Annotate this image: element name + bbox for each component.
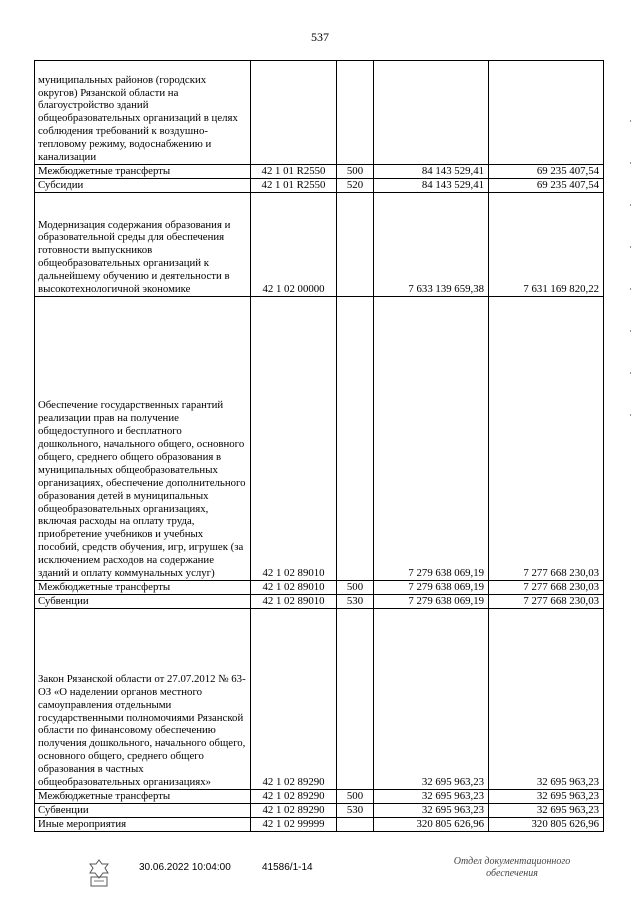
row-amount-1: [374, 61, 489, 165]
row-code: 42 1 01 R2550: [251, 179, 337, 193]
row-code: 42 1 01 R2550: [251, 165, 337, 179]
row-name: Обеспечение государственных гарантий реализации прав на получение общедоступного и бесплатного дошкольного, начального общего, основного общего, среднего общего образования в муниципальных общеобразовательных организациях, обеспечение дополнительного образования детей в муниципальных общеобразовательных организациях, включая расходы на оплату труда, приобретение учебников и учебных пособий, средств обучения, игр, игрушек (за исключением расходов на содержание зданий и оплату коммунальных услуг): [35, 297, 251, 581]
row-amount-1: 7 279 638 069,19: [374, 581, 489, 595]
footer-doc-number: 41586/1-14: [262, 862, 313, 873]
row-name: Модернизация содержания образования и образовательной среды для обеспечения готовности выпускников общеобразовательных организаций к дальнейшему обучению и деятельности в высокотехнологичной экономике: [35, 193, 251, 297]
row-amount-2: 7 277 668 230,03: [489, 297, 604, 581]
row-type: [337, 297, 374, 581]
footer-datetime: 30.06.2022 10:04:00: [139, 862, 231, 873]
table-row: [35, 609, 604, 790]
row-type: [337, 193, 374, 297]
row-name: Субсидии: [35, 179, 251, 193]
row-amount-1: 7 279 638 069,19: [374, 297, 489, 581]
table-row: [35, 581, 604, 595]
stamp-line-2: обеспечения: [486, 868, 538, 879]
row-type: 530: [337, 595, 374, 609]
row-amount-1: 320 805 626,96: [374, 818, 489, 832]
row-type: 500: [337, 165, 374, 179]
row-amount-2: 32 695 963,23: [489, 609, 604, 790]
row-code: 42 1 02 89290: [251, 609, 337, 790]
row-amount-1: 84 143 529,41: [374, 179, 489, 193]
row-amount-1: 7 633 139 659,38: [374, 193, 489, 297]
scan-edge-marks: [630, 120, 634, 456]
row-amount-2: [489, 61, 604, 165]
row-name: муниципальных районов (городских округов) Рязанской области на благоустройство зданий общеобразовательных организаций в целях соблюдения требований к воздушно-тепловому режиму, водоснабжению и канализации: [35, 61, 251, 165]
row-type: [337, 61, 374, 165]
row-code: 42 1 02 99999: [251, 818, 337, 832]
row-name: Закон Рязанской области от 27.07.2012 № 63-ОЗ «О наделении органов местного самоуправления отдельными государственными полномочиями Рязанской области по финансовому обеспечению получения дошкольного, начального общего, основного общего, среднего общего образования в частных общеобразовательных организациях»: [35, 609, 251, 790]
row-type: 500: [337, 581, 374, 595]
row-amount-2: 32 695 963,23: [489, 804, 604, 818]
row-amount-2: 69 235 407,54: [489, 165, 604, 179]
row-amount-2: 7 277 668 230,03: [489, 581, 604, 595]
table-row: [35, 818, 604, 832]
row-type: 530: [337, 804, 374, 818]
stamp-line-1: Отдел документационного: [453, 856, 571, 867]
page-footer: [0, 856, 640, 896]
coat-of-arms-icon: [86, 858, 112, 888]
row-name: Иные мероприятия: [35, 818, 251, 832]
row-amount-1: 32 695 963,23: [374, 609, 489, 790]
row-code: 42 1 02 89290: [251, 790, 337, 804]
row-name: Субвенции: [35, 804, 251, 818]
row-type: [337, 818, 374, 832]
table-row: [35, 595, 604, 609]
table-row: [35, 193, 604, 297]
table-row: [35, 790, 604, 804]
table-row: [35, 297, 604, 581]
row-amount-2: 320 805 626,96: [489, 818, 604, 832]
row-amount-2: 69 235 407,54: [489, 179, 604, 193]
budget-table: [34, 60, 604, 832]
row-code: 42 1 02 89010: [251, 297, 337, 581]
row-amount-2: 7 277 668 230,03: [489, 595, 604, 609]
table-row: [35, 61, 604, 165]
row-amount-1: 84 143 529,41: [374, 165, 489, 179]
row-type: 500: [337, 790, 374, 804]
row-amount-2: 7 631 169 820,22: [489, 193, 604, 297]
table-row: [35, 179, 604, 193]
row-name: Межбюджетные трансферты: [35, 165, 251, 179]
table-row: [35, 165, 604, 179]
row-name: Субвенции: [35, 595, 251, 609]
row-code: [251, 61, 337, 165]
row-code: 42 1 02 89010: [251, 581, 337, 595]
row-amount-2: 32 695 963,23: [489, 790, 604, 804]
department-stamp: [432, 856, 592, 880]
row-amount-1: 32 695 963,23: [374, 790, 489, 804]
row-type: [337, 609, 374, 790]
row-amount-1: 32 695 963,23: [374, 804, 489, 818]
page-number: 537: [311, 30, 329, 44]
row-amount-1: 7 279 638 069,19: [374, 595, 489, 609]
row-code: 42 1 02 89290: [251, 804, 337, 818]
row-type: 520: [337, 179, 374, 193]
row-code: 42 1 02 00000: [251, 193, 337, 297]
row-name: Межбюджетные трансферты: [35, 790, 251, 804]
table-row: [35, 804, 604, 818]
row-code: 42 1 02 89010: [251, 595, 337, 609]
row-name: Межбюджетные трансферты: [35, 581, 251, 595]
